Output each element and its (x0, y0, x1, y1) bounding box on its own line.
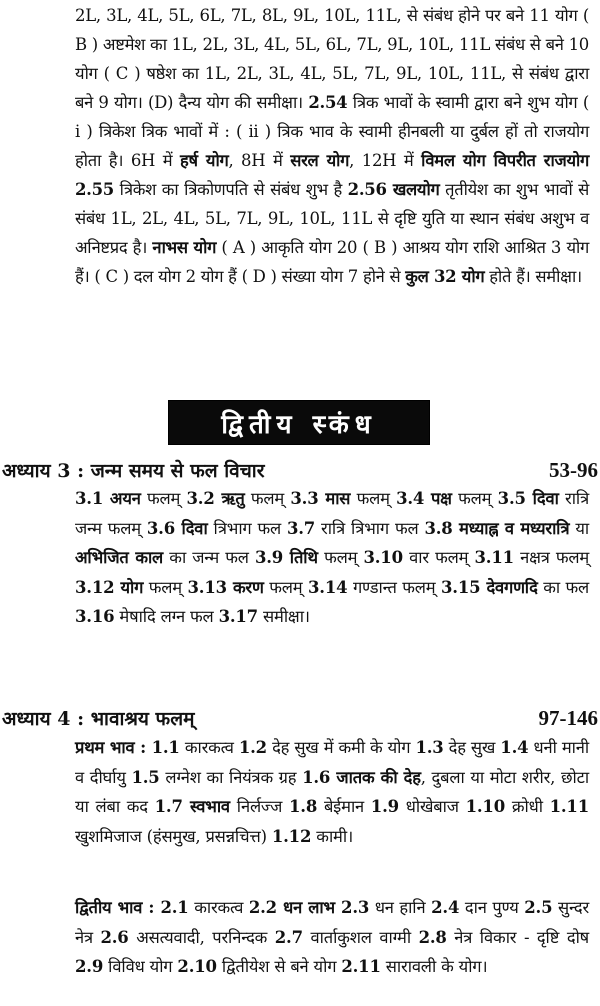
text-segment: ( A ) आकृति योग 20 ( B ) आश्रय योग राशि आश्रित 3 योग हैं। ( C ) दल योग 2 योग हैं ( D ) संख्या योग 7 होने से (75, 238, 589, 286)
text-segment: धन हानि (369, 898, 432, 917)
text-segment: फलम् (263, 577, 309, 597)
bold-text-segment: 3.9 तिथि (254, 548, 318, 567)
text-segment: फलम् (350, 489, 397, 508)
text-segment: वार फलम् (402, 548, 475, 567)
text-segment: फलम् (244, 489, 291, 508)
text-segment: धोखेबाज (398, 797, 466, 816)
bold-text-segment: 3.7 (286, 518, 316, 538)
bold-text-segment: 3.5 दिवा (497, 489, 559, 508)
text-segment: फलम् (140, 489, 187, 508)
bold-text-segment: 1.6 जातक की देह (302, 767, 421, 787)
bold-text-segment: 3.1 अयन (75, 489, 141, 508)
bold-text-segment: 1.10 (465, 797, 505, 816)
bold-text-segment: 3.3 मास (290, 489, 351, 508)
bold-text-segment: 2.4 (431, 898, 460, 917)
bold-text-segment: 2.6 (100, 927, 129, 947)
chapter-3-title: अध्याय 3 : जन्म समय से फल विचार (2, 460, 265, 482)
text-segment: फलम् (143, 577, 188, 597)
section-banner (168, 400, 430, 445)
text-segment: धनी मानी व दीर्घायु (75, 738, 589, 787)
text-segment: होते हैं। समीक्षा। (484, 267, 582, 286)
bold-text-segment: 2.7 (274, 927, 303, 947)
text-segment: मेषादि लग्न फल (114, 607, 219, 626)
text-segment: 2L, 3L, 4L, 5L, 6L, 7L, 8L, 9L, 10L, 11L, से संबंध होने पर बने 11 योग ( B ) अष्टमेश का 1L, 2L, 3L, 4L, 5L, 6L, 7L, 9L, 10L, 11L संबंध से बने 10 योग ( C ) षष्ठेश का 1L, 2L, 3L, 4L, 5L, 7L, 9L, 10L, 11L, से संबंध द्वारा बने 9 योग। (D) दैन्य योग की समीक्षा। (75, 6, 589, 112)
bold-text-segment: 3.8 मध्याह्न व मध्यरात्रि (424, 518, 570, 538)
text-segment: वार्ताकुशल वाग्मी (302, 927, 419, 947)
text-segment: रात्रि त्रिभाग फल (315, 518, 425, 538)
bhava-1-contents (75, 733, 589, 851)
bold-text-segment: 3.17 (218, 607, 258, 626)
chapter-4-title: अध्याय 4 : भावाश्रय फलम् (2, 708, 195, 730)
text-segment: लग्नेश का नियंत्रक ग्रह (159, 767, 303, 787)
bold-text-segment: विमल योग विपरीत राजयोग 2.55 (75, 151, 590, 199)
bold-text-segment: 1.12 (271, 826, 312, 846)
bold-text-segment: 1.3 (415, 738, 444, 757)
text-segment: फलम् (317, 548, 364, 567)
bold-text-segment: द्वितीय भाव : 2.1 (75, 898, 189, 917)
text-segment: सुन्दर नेत्र (75, 898, 589, 947)
bhava-2-contents (75, 893, 589, 982)
bold-text-segment: 2.2 धन लाभ 2.3 (248, 898, 370, 917)
bold-text-segment: 3.12 योग (75, 577, 144, 597)
text-segment: कामी। (311, 826, 354, 846)
bold-text-segment: 2.56 खलयोग (347, 180, 440, 199)
bold-text-segment: 3.2 ऋतु (186, 489, 245, 508)
bold-text-segment: 3.15 देवगणदि (441, 577, 538, 597)
text-segment: , दुबला या मोटा शरीर, छोटा या लंबा कद (75, 767, 589, 816)
bold-text-segment: 2.9 (75, 957, 104, 976)
text-segment: द्वितीयेश से बने योग (216, 957, 342, 976)
chapter-3-contents (75, 484, 589, 632)
bold-text-segment: 1.4 (500, 738, 529, 757)
section-banner-title: द्वितीय स्कंध (221, 409, 377, 440)
bold-text-segment: 2.10 (177, 957, 217, 976)
bold-text-segment: 3.10 (363, 548, 403, 567)
text-segment: नेत्र विकार - दृष्टि दोष (446, 927, 589, 947)
chapter-3-pages: 53-96 (549, 457, 598, 482)
bold-text-segment: 1.7 स्वभाव (154, 797, 230, 816)
text-segment: असत्यवादी, परनिन्दक (128, 927, 275, 947)
text-segment: कारकत्व (179, 738, 239, 757)
text-segment: बेईमान (317, 797, 371, 816)
text-segment: का फल (537, 577, 590, 597)
text-segment: गण्डान्त फलम् (347, 577, 441, 597)
text-segment: निर्लज्ज (229, 797, 290, 816)
text-segment: क्रोधी (505, 797, 550, 816)
bold-text-segment: 1.5 (131, 767, 160, 787)
bold-text-segment: 1.9 (370, 797, 399, 816)
bold-text-segment: 2.5 (524, 898, 553, 917)
text-segment: सारावली के योग। (380, 957, 488, 976)
chapter-4-pages: 97-146 (538, 705, 598, 730)
bold-text-segment: 3.13 करण (187, 577, 264, 597)
text-segment: तृतीयेश का शुभ भावों से संबंध 1L, 2L, 4L, 5L, 7L, 9L, 10L, 11L से दृष्टि युति या स्थान संबंध अशुभ व अनिष्टप्रद है। (75, 180, 589, 257)
text-segment: या (569, 518, 589, 538)
bold-text-segment: प्रथम भाव : 1.1 (75, 738, 180, 757)
text-segment: फलम् (451, 489, 498, 508)
text-segment: , 12H में (349, 151, 422, 170)
bold-text-segment: 2.8 (418, 927, 447, 947)
bold-text-segment: 3.4 पक्ष (396, 489, 452, 508)
bold-text-segment: 2.54 (308, 93, 348, 112)
bold-text-segment: 1.2 (238, 738, 267, 757)
text-segment: देह सुख (443, 738, 501, 757)
bold-text-segment: नाभस योग (152, 238, 217, 257)
text-segment: विविध योग (103, 957, 178, 976)
bold-text-segment: 3.11 (474, 548, 514, 567)
chapter-4-heading (2, 703, 598, 733)
text-segment: देह सुख में कमी के योग (266, 738, 416, 757)
text-segment: त्रिकेश का त्रिकोणपति से संबंध शुभ है (114, 180, 348, 199)
bold-text-segment: 3.16 (75, 607, 115, 626)
text-segment: त्रिभाग फल (207, 518, 287, 538)
bold-text-segment: सरल योग (290, 151, 350, 170)
bold-text-segment: 3.14 (308, 577, 348, 597)
bold-text-segment: 3.6 दिवा (146, 518, 208, 538)
text-segment: का जन्म फल (163, 548, 255, 567)
bold-text-segment: हर्ष योग (180, 151, 229, 170)
text-segment: रात्रि जन्म फलम् (75, 489, 590, 538)
bold-text-segment: अभिजित काल (75, 548, 164, 567)
text-segment: त्रिक भावों के स्वामी द्वारा बने शुभ योग ( i ) त्रिकेश त्रिक भावों में : ( ii ) त्रिक भाव के स्वामी हीनबली या दुर्बल हों तो राजयोग होता है। 6H में (75, 93, 589, 170)
chapter-3-heading (2, 455, 598, 485)
text-segment: खुशमिजाज (हंसमुख, प्रसन्नचित्त) (75, 826, 272, 846)
text-segment: समीक्षा। (257, 607, 310, 626)
text-segment: दान पुण्य (459, 898, 525, 917)
bold-text-segment: 1.8 (289, 797, 318, 816)
text-segment: कारकत्व (188, 898, 249, 917)
bold-text-segment: 2.11 (341, 957, 381, 976)
text-segment: नक्षत्र फलम् (513, 548, 589, 567)
yoga-summary-paragraph (75, 1, 589, 291)
bold-text-segment: 1.11 (549, 797, 589, 816)
text-segment: , 8H में (228, 151, 291, 170)
bold-text-segment: कुल 32 योग (405, 267, 485, 286)
